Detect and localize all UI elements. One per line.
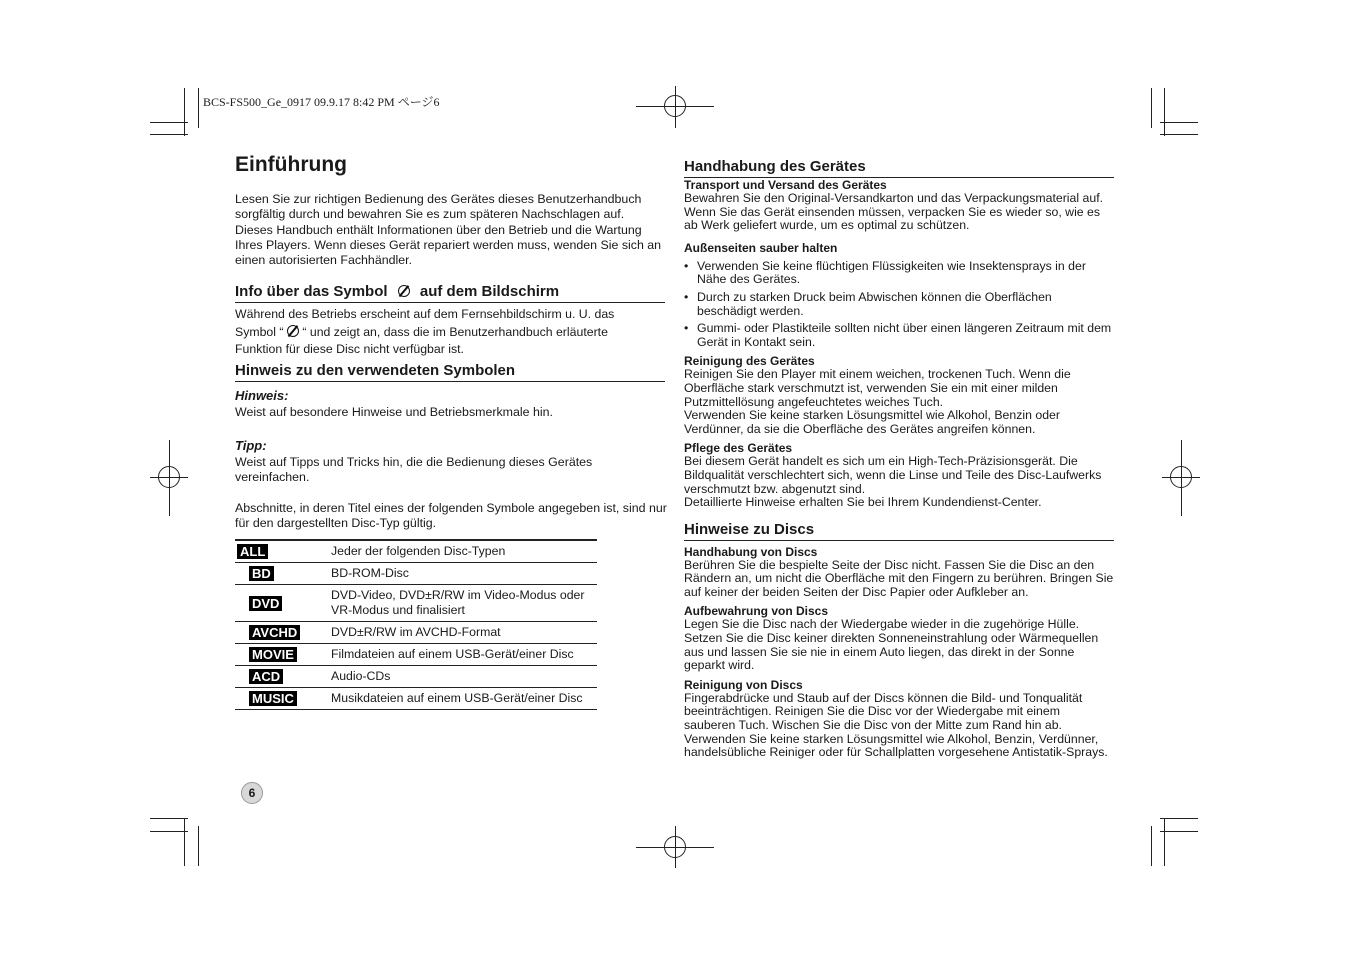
disc-type-badge: DVD — [249, 596, 282, 611]
list-item: • Gummi- oder Plastikteile sollten nicht über einen längeren Zeitraum mit dem Gerät in Kontakt sein. — [684, 321, 1112, 349]
disc-type-description: DVD-Video, DVD±R/RW im Video-Modus oder VR-Modus und finalisiert — [331, 585, 597, 622]
prohibit-icon — [398, 285, 410, 297]
intro-paragraph: Lesen Sie zur richtigen Bedienung des Gerätes dieses Benutzerhandbuch sorgfältig durch und bewahren Sie es zum späteren Nachschlagen auf. Dieses Handbuch enthält Informationen über den Betrieb und die Wartung Ihres Players. Wenn dieses Gerät repariert werden muss, wenden Sie sich an einen autorisierten Fachhändler. — [235, 192, 662, 268]
tipp-label: Tipp: — [235, 438, 267, 453]
outside-bullet-list — [684, 260, 1114, 350]
disc-badge-cell — [235, 540, 331, 563]
subheading-outside: Außenseiten sauber halten — [684, 240, 838, 255]
disc-type-badge: BD — [249, 566, 274, 581]
tipp-text: Weist auf Tipps und Tricks hin, die die Bedienung dieses Gerätes vereinfachen. — [235, 455, 593, 485]
disc-handling-text: Berühren Sie die bespielte Seite der Disc nicht. Fassen Sie die Disc an den Rändern an, um nicht die Oberfläche mit den Fingern zu berühren. Bringen Sie auf keiner der beiden Seiten der Disc Papier oder Aufkleber an. — [684, 557, 1114, 599]
table-row — [235, 644, 597, 666]
subheading-transport: Transport und Versand des Gerätes — [684, 178, 887, 192]
disc-badge-cell — [235, 563, 331, 585]
disc-type-badge: ACD — [249, 669, 283, 684]
bullet-icon: • — [684, 289, 689, 304]
transport-text: Bewahren Sie den Original-Versandkarton und das Verpackungsmaterial auf. Wenn Sie das Gerät einsenden müssen, verpacken Sie es wieder so, wie es ab Werk geliefert wurde, um es optimal zu schützen. — [684, 191, 1104, 233]
table-row — [235, 666, 597, 688]
page-title: Einführung — [235, 153, 347, 176]
disc-badge-cell — [235, 622, 331, 644]
disc-type-description: BD-ROM-Disc — [331, 563, 597, 585]
right-column — [684, 158, 1114, 760]
disc-type-badge: ALL — [237, 544, 268, 559]
care-text-1: Bei diesem Gerät handelt es sich um ein High-Tech-Präzisionsgerät. Die Bildqualität verschlechtert sich, wenn die Linse und Teile des Disc-Laufwerks verschmutzt bzw. abgenutzt sind. — [684, 454, 1102, 496]
section-heading-info-symbol: Info über das Symbol auf dem Bildschirm — [235, 283, 665, 303]
subheading-disc-cleaning: Reinigung von Discs — [684, 677, 803, 692]
disc-badge-cell — [235, 666, 331, 688]
storage-text: Legen Sie die Disc nach der Wiedergabe wieder in die zugehörige Hülle. Setzen Sie die Disc keiner direkten Sonneneinstrahlung oder Wärmequellen aus und lassen Sie sie nie in einem Auto liegen, das direkt in der Sonne geparkt wird. — [684, 617, 1099, 673]
table-row — [235, 540, 597, 563]
disc-badge-cell — [235, 688, 331, 710]
info-symbol-text: Während des Betriebs erscheint auf dem Fernsehbildschirm u. U. das Symbol “ “ und zeigt an, dass die im Benutzerhandbuch erläuterte Funktion für diese Disc nicht verfügbar ist. — [235, 307, 615, 357]
list-item: • Durch zu starken Druck beim Abwischen können die Oberflächen beschädigt werden. — [684, 289, 1052, 318]
hinweis-text: Weist auf besondere Hinweise und Betriebsmerkmale hin. — [235, 405, 553, 419]
disc-type-table — [235, 539, 597, 710]
disc-type-badge: MOVIE — [249, 647, 297, 662]
table-row — [235, 622, 597, 644]
cleaning-text-1: Reinigen Sie den Player mit einem weichen, trockenen Tuch. Wenn die Oberfläche stark verschmutzt ist, verwenden Sie ein mit einer milden Putzmittellösung angefeuchtetes weiches Tuch. — [684, 367, 1071, 409]
disc-type-badge: AVCHD — [249, 625, 300, 640]
list-item: • Verwenden Sie keine flüchtigen Flüssigkeiten wie Insektensprays in der Nähe des Gerätes. — [684, 258, 1086, 287]
disc-type-badge: MUSIC — [249, 691, 297, 706]
disc-type-description: DVD±R/RW im AVCHD-Format — [331, 622, 597, 644]
table-row — [235, 688, 597, 710]
subheading-care: Pflege des Gerätes — [684, 441, 793, 456]
disc-type-description: Musikdateien auf einem USB-Gerät/einer Disc — [331, 688, 597, 710]
bullet-icon: • — [684, 321, 689, 336]
table-row — [235, 563, 597, 585]
disc-type-description: Audio-CDs — [331, 666, 597, 688]
prohibit-icon — [287, 325, 299, 337]
section-heading-symbols: Hinweis zu den verwendeten Symbolen — [235, 362, 665, 382]
print-header: BCS-FS500_Ge_0917 09.9.17 8:42 PM ページ6 — [203, 95, 440, 109]
cleaning-text-2: Verwenden Sie keine starken Lösungsmittel wie Alkohol, Benzin oder Verdünner, da sie die Oberfläche des Gerätes angreifen können. — [684, 408, 1060, 436]
subheading-storage: Aufbewahrung von Discs — [684, 604, 829, 619]
section-heading-discs: Hinweise zu Discs — [684, 521, 1114, 541]
hinweis-label: Hinweis: — [235, 388, 289, 403]
disc-cleaning-text: Fingerabdrücke und Staub auf der Discs können die Bild- und Tonqualität beeinträchtigen. Reinigen Sie die Disc vor der Wiedergabe mit einem sauberen Tuch. Wischen Sie die Disc von der Mitte zum Rand hin ab. Verwenden Sie keine starken Lösungsmittel wie Alkohol, Benzin, Verdünner, handelsübliche Reiniger oder für Schallplatten vorgesehene Antistatik-Sprays. — [684, 690, 1108, 760]
table-row — [235, 585, 597, 622]
disc-type-description: Jeder der folgenden Disc-Typen — [331, 540, 597, 563]
page-number: 6 — [241, 782, 263, 804]
disc-type-description: Filmdateien auf einem USB-Gerät/einer Disc — [331, 644, 597, 666]
care-text-2: Detaillierte Hinweise erhalten Sie bei Ihrem Kundendienst-Center. — [684, 495, 1042, 510]
section-heading-handling: Handhabung des Gerätes — [684, 158, 1114, 178]
bullet-icon: • — [684, 258, 689, 273]
disc-badge-cell — [235, 585, 331, 622]
subheading-disc-handling: Handhabung von Discs — [684, 544, 818, 559]
subheading-cleaning: Reinigung des Gerätes — [684, 354, 815, 369]
disc-badge-cell — [235, 644, 331, 666]
disc-sections-text: Abschnitte, in deren Titel eines der folgenden Symbole angegeben ist, sind nur für den dargestellten Disc-Typ gültig. — [235, 501, 667, 531]
